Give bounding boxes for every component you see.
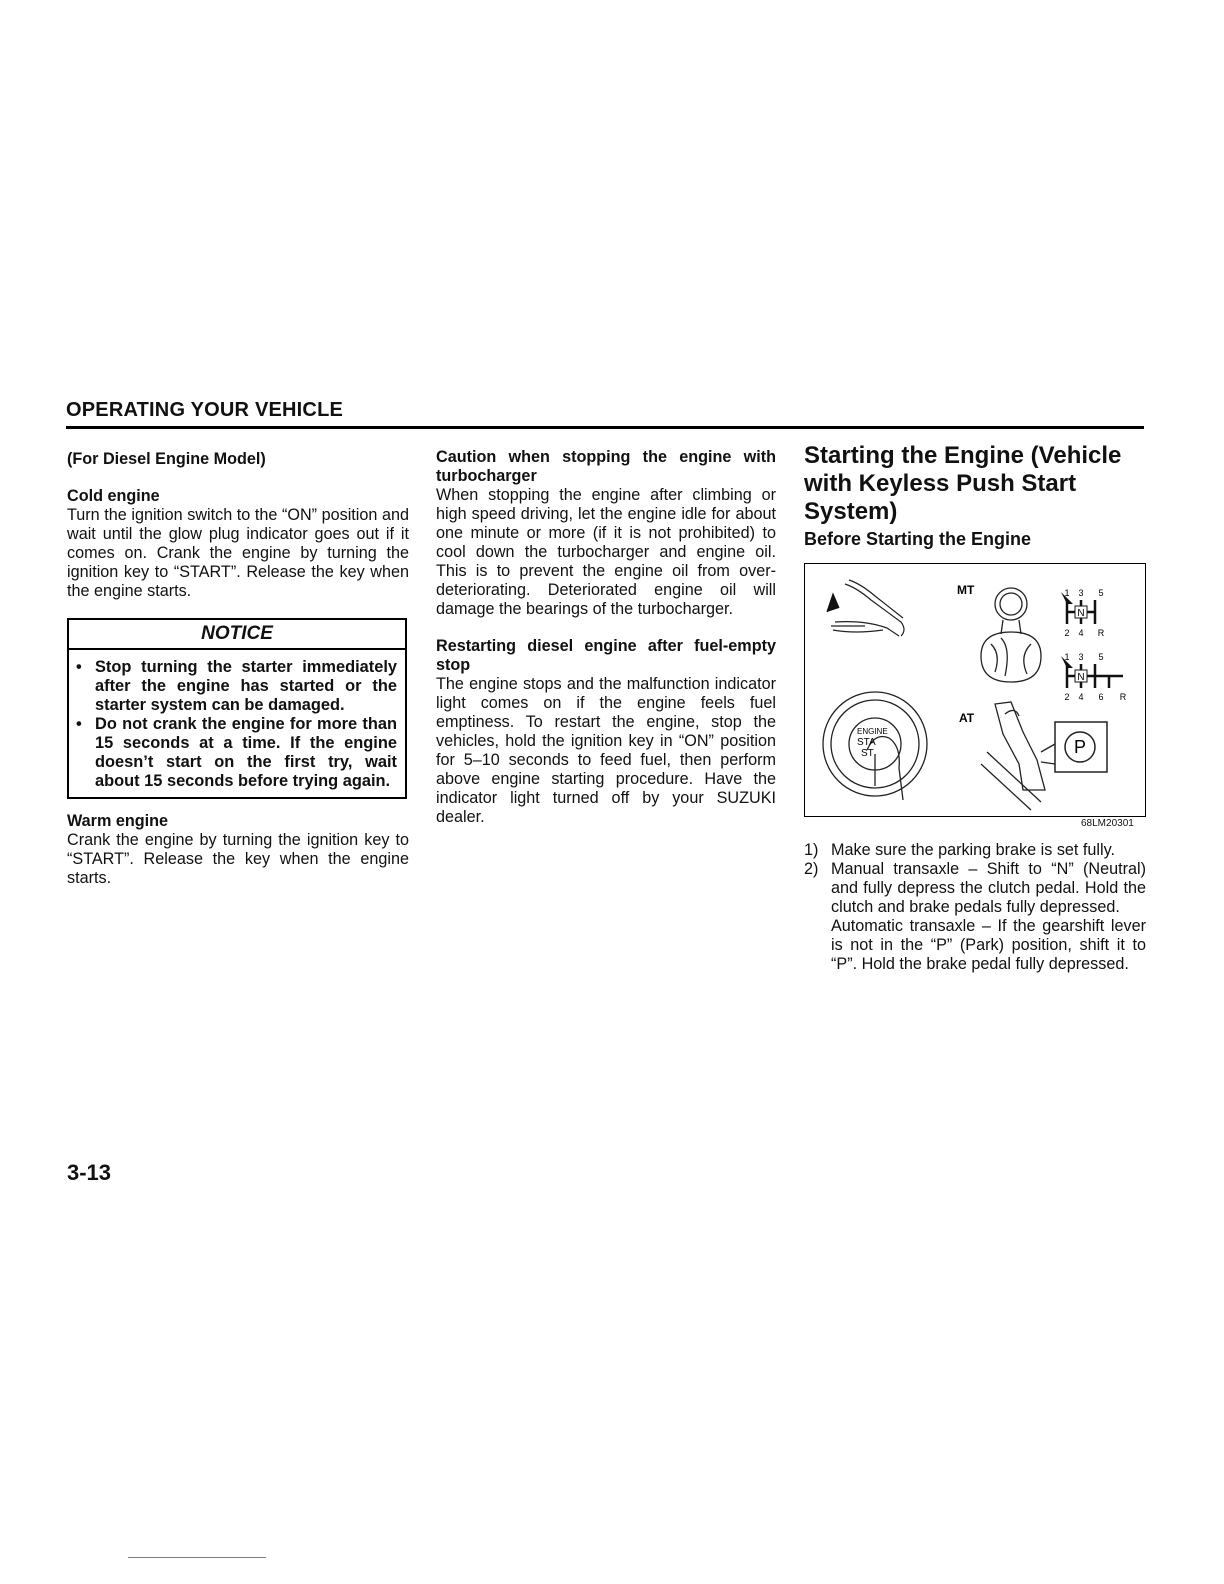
- gate-label: 3: [1078, 652, 1084, 662]
- start-button-line1: ENGINE: [857, 727, 888, 736]
- warm-engine-text: Crank the engine by turning the ignition key to “START”. Release the key when the engine starts.: [67, 831, 409, 887]
- figure-drawing: [805, 564, 1145, 816]
- section-subtitle: Before Starting the Engine: [804, 529, 1032, 549]
- page-number: 3-13: [67, 1160, 112, 1185]
- gate-label: 3: [1078, 588, 1084, 598]
- neutral-letter: N: [1077, 608, 1085, 619]
- neutral-letter: N: [1077, 672, 1085, 683]
- notice-title: NOTICE: [69, 620, 405, 650]
- gate-label: 2: [1064, 692, 1070, 702]
- at-shifter-icon: [981, 702, 1107, 810]
- restart-text: The engine stops and the malfunction indicator light comes on if the engine feels fuel emptiness. To restart the engine, stop the vehicles, hold the ignition key in “ON” position for 5–10 seconds to feed fuel, then perform above engine starting procedure. Have the indicator light turned off by your SUZUKI dealer.: [436, 675, 776, 826]
- step-number: 2): [804, 860, 819, 878]
- notice-box: [67, 618, 407, 799]
- cold-engine-text: Turn the ignition switch to the “ON” position and wait until the glow plug indicator goes out if it comes on. Crank the engine by turning the ignition key to “START”. Release the key when the engine starts.: [67, 506, 409, 600]
- step-number: 1): [804, 841, 819, 859]
- gate-label: 4: [1078, 692, 1084, 702]
- step-text: Make sure the parking brake is set fully.: [831, 841, 1116, 859]
- column-3: [804, 442, 1146, 549]
- section-title: Starting the Engine (Vehicle with Keyless Push Start System): [804, 442, 1122, 525]
- bottom-rule: [128, 1557, 266, 1558]
- start-button-line2: STA: [857, 737, 876, 748]
- step-item: [804, 841, 1146, 860]
- column-2: [436, 448, 776, 827]
- shift-knob-icon: [981, 588, 1041, 682]
- start-button-line3: ST: [861, 748, 874, 759]
- gate-label: 2: [1064, 628, 1070, 638]
- column-1: [67, 450, 409, 888]
- gate-label: 4: [1078, 628, 1084, 638]
- gate-label: 1: [1064, 652, 1070, 662]
- model-heading: (For Diesel Engine Model): [67, 450, 266, 468]
- gate-label: 6: [1098, 692, 1104, 702]
- figure-code: 68LM20301: [1081, 818, 1134, 829]
- gate-label: 5: [1098, 652, 1104, 662]
- restart-heading: Restarting diesel engine after fuel-empty stop: [436, 637, 776, 674]
- notice-item: • Stop turning the starter immediately after the engine has started or the starter system can be damaged.: [95, 658, 397, 715]
- notice-item: • Do not crank the engine for more than 15 seconds at a time. If the engine doesn’t start on the first try, wait about 15 seconds before trying again.: [95, 715, 397, 791]
- step-item: [804, 860, 1146, 974]
- gate-label: R: [1119, 692, 1127, 702]
- parking-brake-icon: [827, 580, 904, 636]
- cold-engine-heading: Cold engine: [67, 487, 160, 505]
- header-rule: [66, 426, 1144, 429]
- notice-list: [69, 650, 405, 797]
- mt-label: MT: [957, 583, 975, 597]
- caution-text: When stopping the engine after climbing or high speed driving, let the engine idle for about one minute or more (if it is not prohibited) to cool down the turbocharger and engine oil. This is to prevent the engine oil from over-deteriorating. Deteriorated engine oil will damage the bearings of the turbocharger.: [436, 486, 776, 618]
- figure-illustration: [804, 563, 1146, 817]
- step-extra-text: Automatic transaxle – If the gearshift lever is not in the “P” (Park) position, shift it to “P”. Hold the brake pedal fully depressed.: [831, 917, 1146, 973]
- warm-engine-heading: Warm engine: [67, 812, 169, 830]
- at-label: AT: [959, 711, 975, 725]
- park-letter: P: [1073, 737, 1087, 757]
- step-text: Manual transaxle – Shift to “N” (Neutral) and fully depress the clutch pedal. Hold the clutch and brake pedals fully depressed.: [831, 860, 1146, 916]
- steps-list: [804, 841, 1146, 974]
- section-header: OPERATING YOUR VEHICLE: [66, 399, 344, 421]
- caution-heading: Caution when stopping the engine with turbocharger: [436, 448, 776, 485]
- gate-label: 5: [1098, 588, 1104, 598]
- gate-label: 1: [1064, 588, 1070, 598]
- gate-label: R: [1097, 628, 1105, 638]
